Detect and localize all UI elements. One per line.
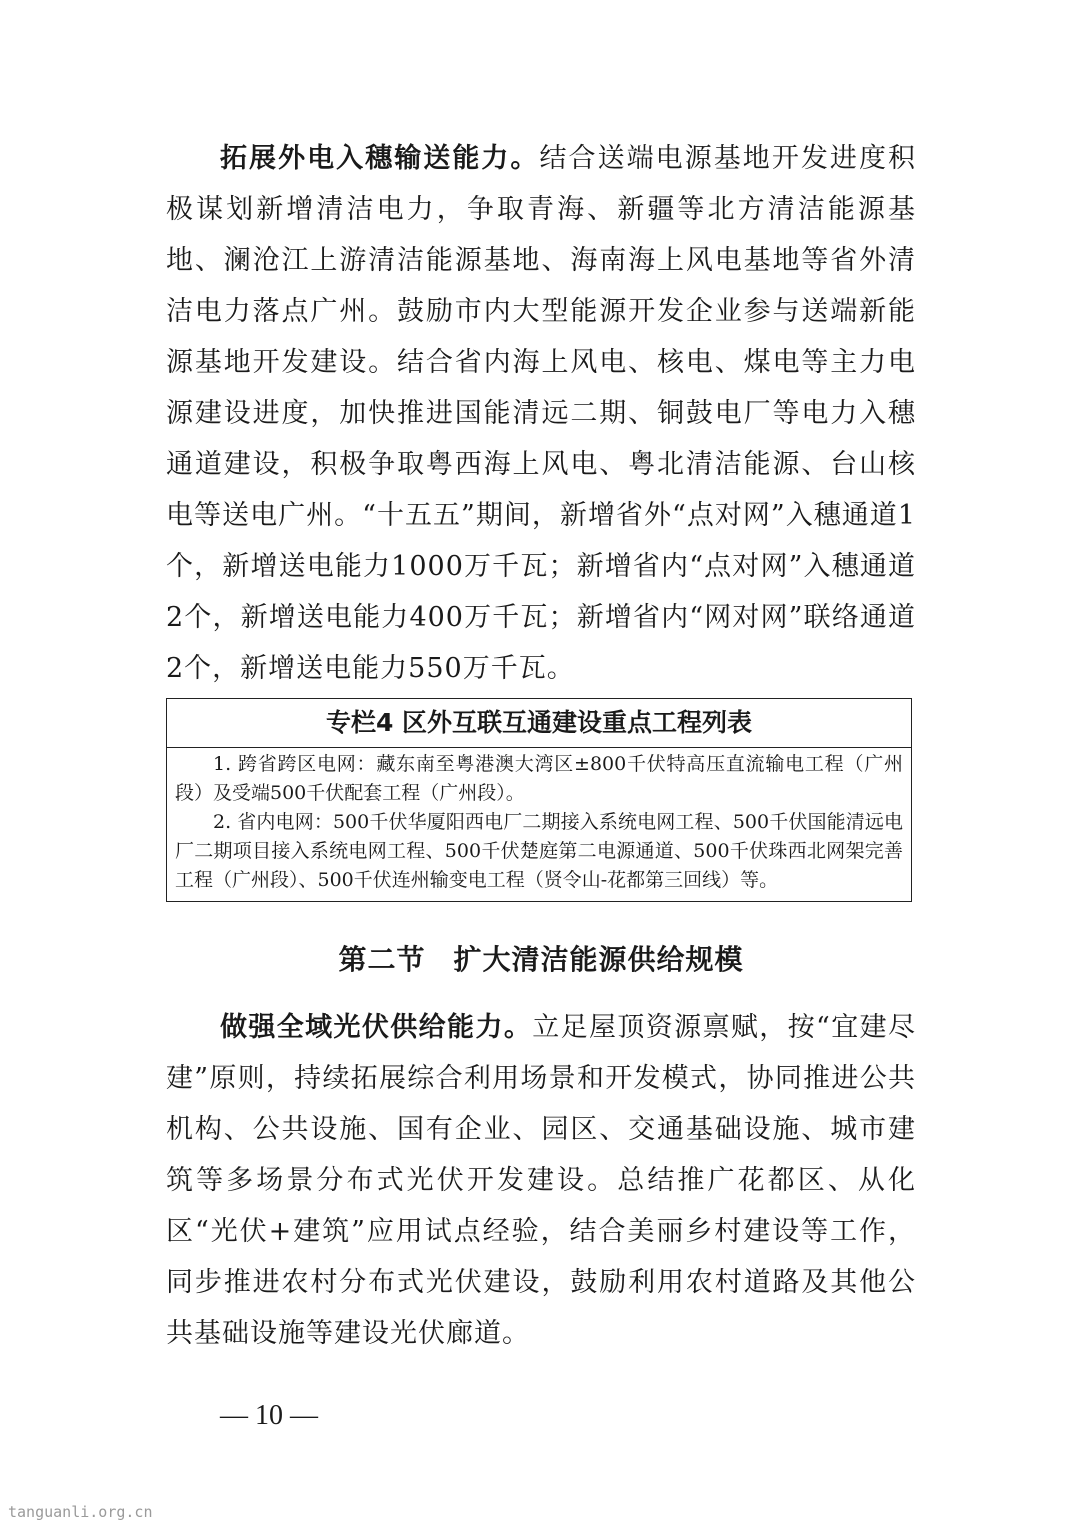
section-number: 第二节 [338,943,426,976]
feature-box-title: 专栏4 区外互联互通建设重点工程列表 [167,699,911,748]
section-title: 扩大清洁能源供给规模 [453,943,744,976]
paragraph-body: 结合送端电源基地开发进度积极谋划新增清洁电力，争取青海、新疆等北方清洁能源基地、澜沧江上游清洁能源基地、海南海上风电基地等省外清洁电力落点广州。鼓励市内大型能源开发企业参与送端新能源基地开发建设。结合省内海上风电、核电、煤电等主力电源建设进度，加快推进国能清远二期、铜鼓电厂等电力入穗通道建设，积极争取粤西海上风电、粤北清洁能源、台山核电等送电广州。“十五五”期间，新增省外“点对网”入穗通道1个，新增送电能力1000万千瓦；新增省内“点对网”入穗通道2个，新增送电能力400万千瓦；新增省内“网对网”联络通道2个，新增送电能力550万千瓦。 [166,143,917,684]
page-content [166,133,916,1359]
feature-box-item: 2. 省内电网：500千伏华厦阳西电厂二期接入系统电网工程、500千伏国能清远电厂二期项目接入系统电网工程、500千伏楚庭第二电源通道、500千伏珠西北网架完善工程（广州段）、500千伏连州输变电工程（贤令山-花都第三回线）等。 [175,811,903,891]
paragraph-solar [166,1002,916,1359]
section-heading [166,938,916,978]
feature-box [166,698,912,902]
page-number: — 10 — [220,1400,318,1431]
paragraph-external-power [166,133,916,694]
paragraph-lead-heading: 拓展外电入穗输送能力。 [220,143,540,174]
paragraph-body: 立足屋顶资源禀赋，按“宜建尽建”原则，持续拓展综合利用场景和开发模式，协同推进公共机构、公共设施、国有企业、园区、交通基础设施、城市建筑等多场景分布式光伏开发建设。总结推广花都区、从化区“光伏+建筑”应用试点经验，结合美丽乡村建设等工作，同步推进农村分布式光伏建设，鼓励利用农村道路及其他公共基础设施等建设光伏廊道。 [166,1012,916,1349]
watermark: tanguanli.org.cn [8,1503,153,1521]
feature-box-body [167,748,911,901]
feature-box-item: 1. 跨省跨区电网：藏东南至粤港澳大湾区±800千伏特高压直流输电工程（广州段）及受端500千伏配套工程（广州段）。 [175,753,903,804]
paragraph-lead-heading: 做强全域光伏供给能力。 [220,1012,533,1043]
